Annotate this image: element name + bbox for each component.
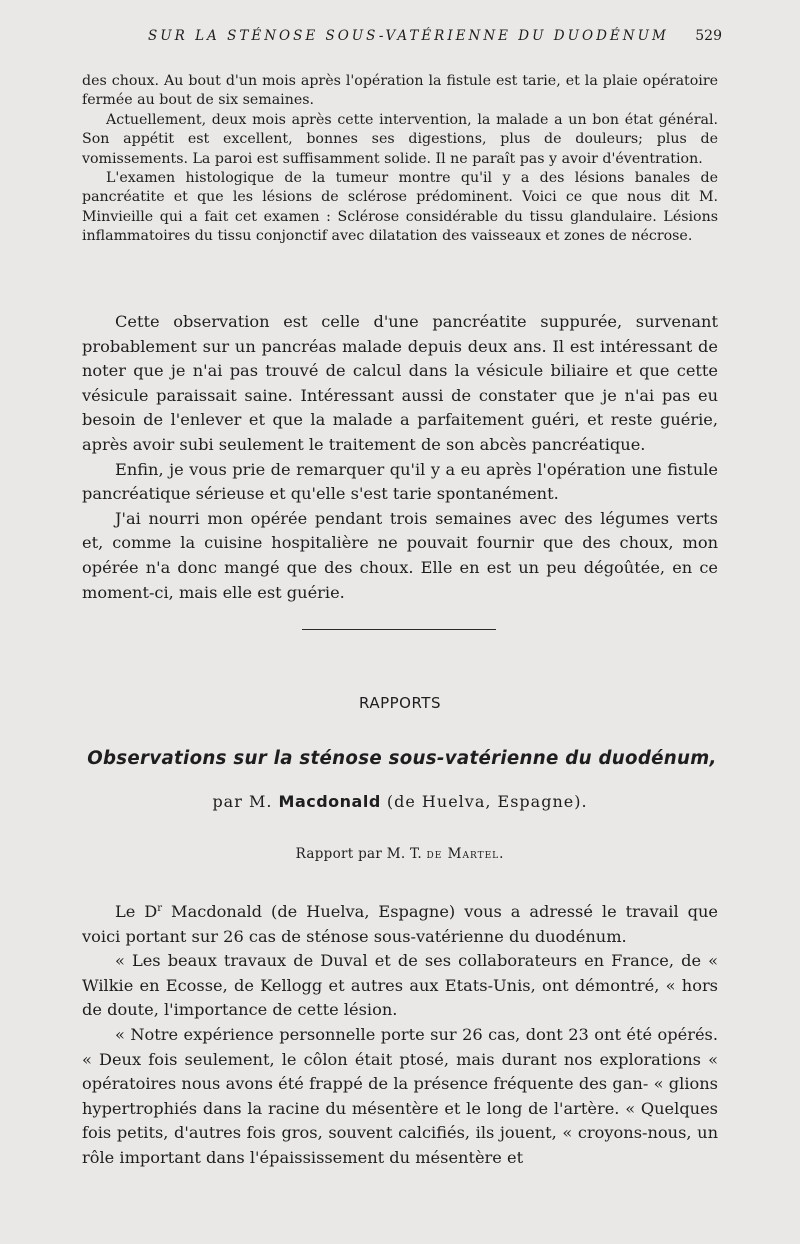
- paragraph: des choux. Au bout d'un mois après l'opération la fistule est tarie, et la plaie opératoire fermée au bout de six semaines.: [82, 73, 718, 109]
- report-author: de Martel.: [426, 846, 505, 862]
- paragraph: Actuellement, deux mois après cette intervention, la malade a un bon état général. Son appétit est excellent, bonnes ses digestions, plus de douleurs; plus de vomissements. La paroi est suffisamment solide. Il ne paraît pas y avoir d'éventration.: [82, 111, 718, 167]
- page-number: 529: [695, 28, 722, 44]
- case-report-text: [82, 72, 718, 247]
- paragraph: Enfin, je vous prie de remarquer qu'il y a eu après l'opération une fistule pancréatique sérieuse et qu'elle s'est tarie spontanément.: [82, 459, 718, 504]
- paragraph: « Notre expérience personnelle porte sur 26 cas, dont 23 ont été opérés. « Deux fois seulement, le côlon était ptosé, mais durant nos explorations « opératoires nous avons été frappé de la présence fréquente des gan- « glions hypertrophiés dans la racine du mésentère et le long de l'artère. « Quelques fois petits, d'autres fois gros, souvent calcifiés, ils jouent, « croyons-nous, un rôle important dans l'épaississement du mésentère et: [82, 1024, 718, 1167]
- text-run: Le D: [115, 902, 158, 921]
- paragraph: Cette observation est celle d'une pancréatite suppurée, survenant probablement sur un pancréas malade depuis deux ans. Il est intéressant de noter que je n'ai pas trouvé de calcul dans la vésicule biliaire et que cette vésicule paraissait saine. Intéressant aussi de constater que je n'ai pas eu besoin de l'enlever et que la malade a parfaitement guéri, et reste guérie, après avoir subi seulement le traitement de son abcès pancréatique.: [82, 312, 718, 454]
- section-heading: RAPPORTS: [359, 694, 441, 712]
- paragraph: L'examen histologique de la tumeur montre qu'il y a des lésions banales de pancréatite et que les lésions de sclérose prédominent. Voici ce que nous dit M. Minvieille qui a fait cet examen : Sclérose considérable du tissu glandulaire. Lésions inflammatoires du tissu conjonctif avec dilatation des vaisseaux et zones de nécrose.: [82, 170, 718, 245]
- superscript: r: [157, 903, 163, 914]
- report-prefix: Rapport par M. T.: [295, 846, 422, 862]
- report-attribution: [0, 846, 800, 862]
- running-header: [0, 28, 800, 52]
- paragraph: « Les beaux travaux de Duval et de ses collaborateurs en France, de « Wilkie en Ecosse, de Kellogg et autres aux Etats-Unis, ont démontré, « hors de doute, l'importance de cette lésion.: [82, 951, 718, 1020]
- section-divider: [302, 629, 496, 630]
- byline: [0, 792, 800, 811]
- report-text: [82, 897, 718, 1171]
- byline-author: Macdonald: [278, 792, 381, 811]
- discussion-text: [82, 310, 718, 605]
- running-title: SUR LA STÉNOSE SOUS-VATÉRIENNE DU DUODÉNUM: [148, 28, 669, 44]
- paragraph: J'ai nourri mon opérée pendant trois semaines avec des légumes verts et, comme la cuisine hospitalière ne pouvait fournir que des choux, mon opérée n'a donc mangé que des choux. Elle en est un peu dégoûtée, en ce moment-ci, mais elle est guérie.: [82, 508, 718, 602]
- byline-prefix: par M.: [212, 792, 273, 811]
- paragraph: [82, 897, 718, 949]
- article-title: Observations sur la sténose sous-vatérienne du duodénum,: [87, 748, 717, 769]
- byline-suffix: (de Huelva, Espagne).: [386, 792, 588, 811]
- text-run: Macdonald (de Huelva, Espagne) vous a adressé le travail que voici portant sur 26 cas de sténose sous-vatérienne du duodénum.: [82, 902, 718, 946]
